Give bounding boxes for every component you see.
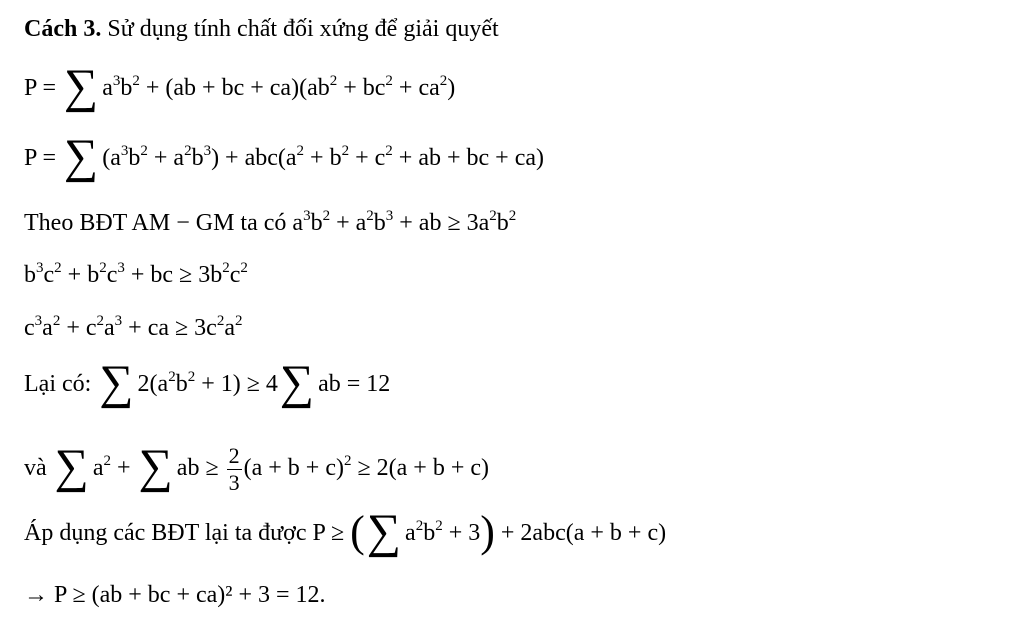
solution-heading [24,14,499,44]
equation-p-grouped: P = ∑ $(a^3b^2 + a^2b^3) + abc(a^2 + b^2 + c^2$ + ab + bc + ca) [24,130,544,183]
sum-symbol: ∑ [64,130,99,183]
lai-co-label: Lại có: [24,371,92,397]
fraction-inequality: và ∑ $a^2$ + ∑ ab ≥ $\frac{2}{3}$ $(a + b + c)^2 \ge 2(a + b + c)$ [24,440,490,495]
conclusion-text: → P ≥ (ab + bc + ca)² + 3 = 12. [24,582,326,608]
va-label: và [24,455,47,482]
am-gm-inequality-1: Theo BĐT AM − GM ta có $a^3b^2 + a^2b^3$ + ab ≥ $3a^2b^2$ [24,208,517,236]
sum-symbol: ∑ [64,60,99,113]
combined-inequality: Áp dụng các BĐT lại ta được P ≥ (∑ $a^2b^2 + 3) + 2abc(a + b + c)$ [24,505,667,558]
sum-symbol: ∑ [366,505,402,558]
am-gm-inequality-3: $c^3a^2 + c^2a^3$ + ca ≥ $3c^2a^2$ [24,313,243,341]
am-gm-intro: Theo BĐT AM − GM ta có [24,210,287,236]
sum-symbol: ∑ [279,356,315,409]
method-label: Cách 3. [24,16,102,42]
sum-symbol: ∑ [54,440,89,494]
sum-symbol: ∑ [138,440,173,494]
ap-dung-text: Áp dụng các BĐT lại ta được [24,520,307,546]
conclusion-line [24,580,326,610]
fraction-two-thirds: $\frac{2}{3}$ [228,443,240,495]
sum-symbol: ∑ [99,356,134,409]
method-description: Sử dụng tính chất đối xứng để giải quyết [107,16,499,42]
equation-p-expanded: P = ∑ $a^3b^2 + (ab$ + bc + $ca)(ab^2 + bc^2 + ca^2)$ [24,60,456,113]
sum-inequality: Lại có: ∑ $2(a^2b^2 + 1) \ge 4\sum$ ab = 12 [24,356,391,409]
am-gm-inequality-2: $b^3c^2 + b^2c^3$ + bc ≥ $3b^2c^2$ [24,260,248,288]
